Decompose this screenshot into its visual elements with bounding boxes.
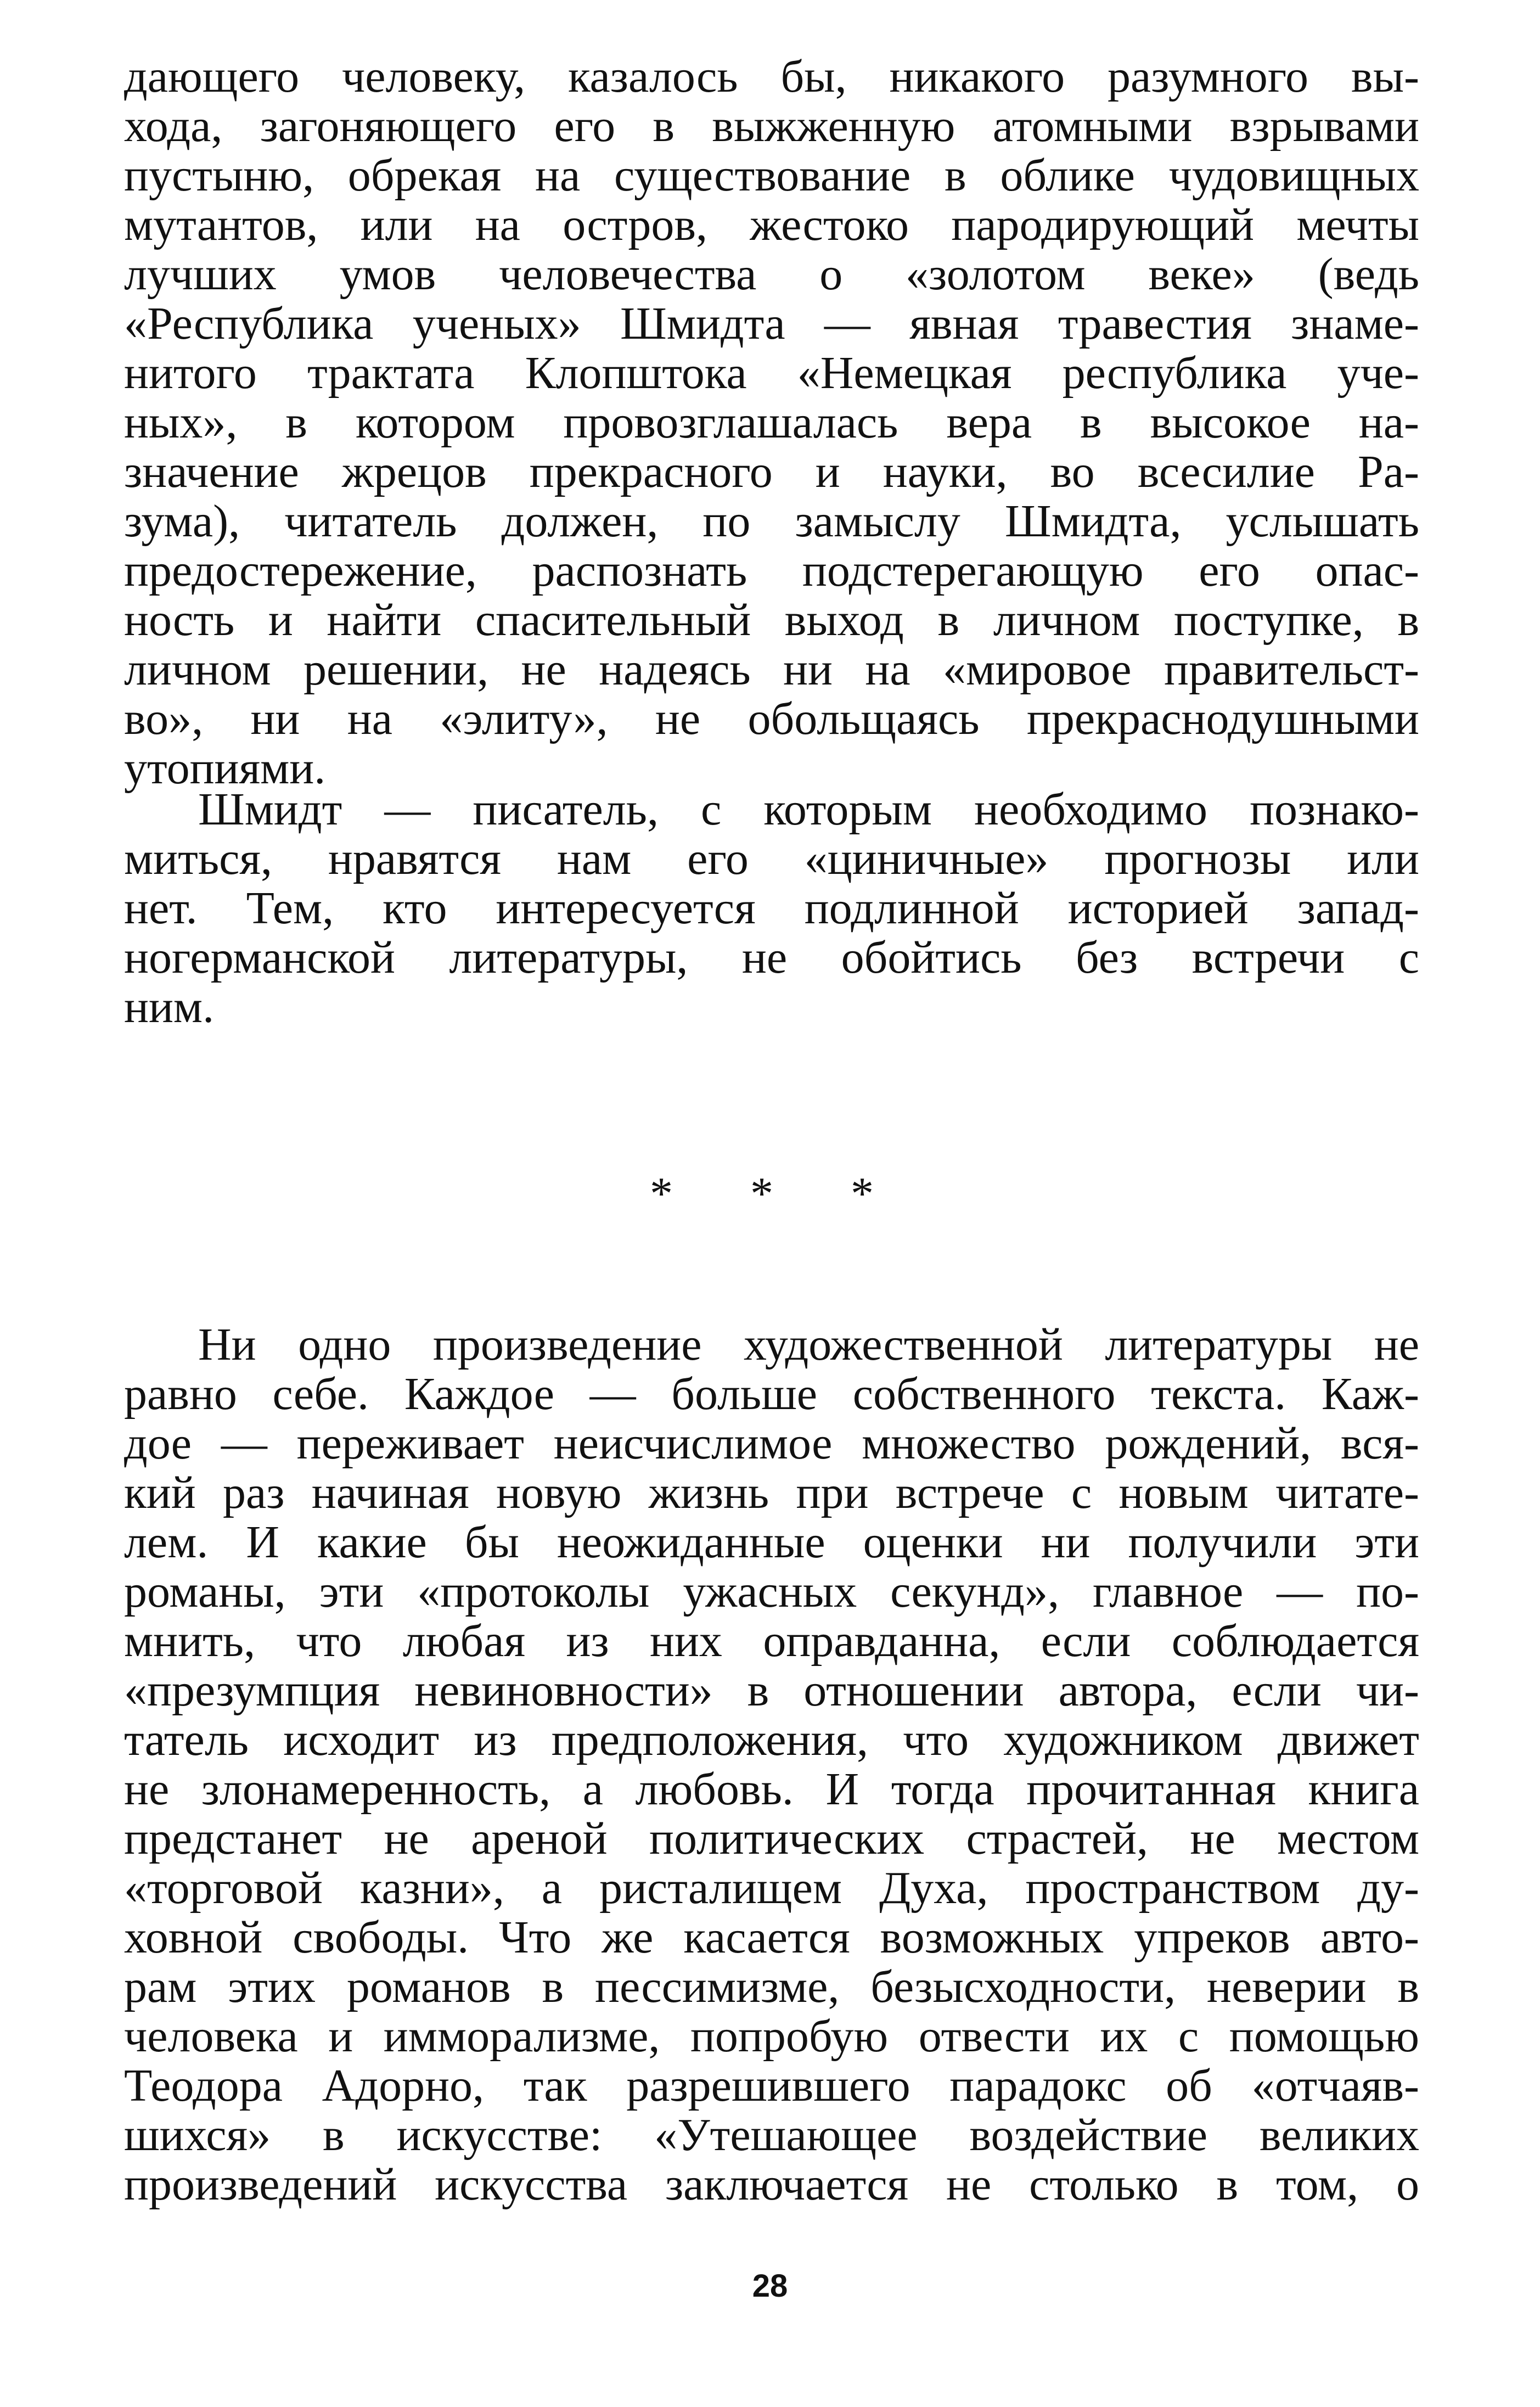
- text-line: ховной свободы. Что же касается возможных упреков авто-: [124, 1912, 1419, 1963]
- text-line: мнить, что любая из них оправданна, если соблюдается: [124, 1615, 1419, 1667]
- text-line: шихся» в искусстве: «Утешающее воздействие великих: [124, 2109, 1419, 2161]
- text-line: татель исходит из предположения, что художником движет: [124, 1714, 1419, 1765]
- paragraph-continuation: [124, 52, 1419, 793]
- text-line: хода, загоняющего его в выжженную атомными взрывами: [124, 100, 1419, 152]
- paragraph-closing: [124, 1320, 1419, 2209]
- text-line: предстанет не ареной политических страстей, не местом: [124, 1813, 1419, 1864]
- text-line: ных», в котором провозглашалась вера в высокое на-: [124, 397, 1419, 448]
- page-number: 28: [752, 2268, 788, 2304]
- text-line: лучших умов человечества о «золотом веке» (ведь: [124, 249, 1419, 300]
- text-line: Ни одно произведение художественной литературы не: [198, 1319, 1419, 1370]
- section-separator: * * *: [650, 1168, 907, 1219]
- text-line: зума), читатель должен, по замыслу Шмидта, услышать: [124, 496, 1419, 547]
- text-line: личном решении, не надеясь ни на «мировое правительст-: [124, 644, 1419, 695]
- text-line: пустыню, обрекая на существование в облике чудовищных: [124, 150, 1419, 201]
- text-line: произведений искусства заключается не столько в том, о: [124, 2159, 1419, 2210]
- text-line: во», ни на «элиту», не обольщаясь прекраснодушными: [124, 693, 1419, 744]
- text-line: человека и имморализме, попробую отвести их с помощью: [124, 2011, 1419, 2062]
- text-line: предостережение, распознать подстерегающую его опас-: [124, 545, 1419, 596]
- text-line: рам этих романов в пессимизме, безысходности, неверии в: [124, 1961, 1419, 2012]
- text-line: романы, эти «протоколы ужасных секунд», главное — по-: [124, 1566, 1419, 1617]
- text-line: нитого трактата Клопштока «Немецкая республика уче-: [124, 347, 1419, 399]
- text-line: «торговой казни», а ристалищем Духа, пространством ду-: [124, 1862, 1419, 1914]
- text-line: Шмидт — писатель, с которым необходимо познако-: [198, 784, 1419, 835]
- text-line: ность и найти спасительный выход в личном поступке, в: [124, 594, 1419, 646]
- text-line: лем. И какие бы неожиданные оценки ни получили эти: [124, 1517, 1419, 1568]
- text-line: «презумпция невиновности» в отношении автора, если чи-: [124, 1665, 1419, 1716]
- text-line: дающего человеку, казалось бы, никакого разумного вы-: [124, 51, 1419, 102]
- text-line: миться, нравятся нам его «циничные» прогнозы или: [124, 833, 1419, 884]
- text-line: нет. Тем, кто интересуется подлинной историей запад-: [124, 883, 1419, 934]
- text-line: не злонамеренность, а любовь. И тогда прочитанная книга: [124, 1764, 1419, 1815]
- text-line: ним.: [124, 981, 215, 1033]
- text-line: Теодора Адорно, так разрешившего парадокс об «отчаяв-: [124, 2060, 1419, 2111]
- text-line: равно себе. Каждое — больше собственного текста. Каж-: [124, 1368, 1419, 1419]
- paragraph-schmidt: [124, 785, 1419, 1032]
- text-line: кий раз начиная новую жизнь при встрече с новым читате-: [124, 1467, 1419, 1518]
- text-line: значение жрецов прекрасного и науки, во всесилие Ра-: [124, 446, 1419, 497]
- text-line: мутантов, или на остров, жестоко пародирующий мечты: [124, 199, 1419, 250]
- text-line: ногерманской литературы, не обойтись без встречи с: [124, 932, 1419, 983]
- text-line: дое — переживает неисчислимое множество рождений, вся-: [124, 1418, 1419, 1469]
- text-line: утопиями.: [124, 743, 326, 794]
- text-line: «Республика ученых» Шмидта — явная травестия знаме-: [124, 298, 1419, 349]
